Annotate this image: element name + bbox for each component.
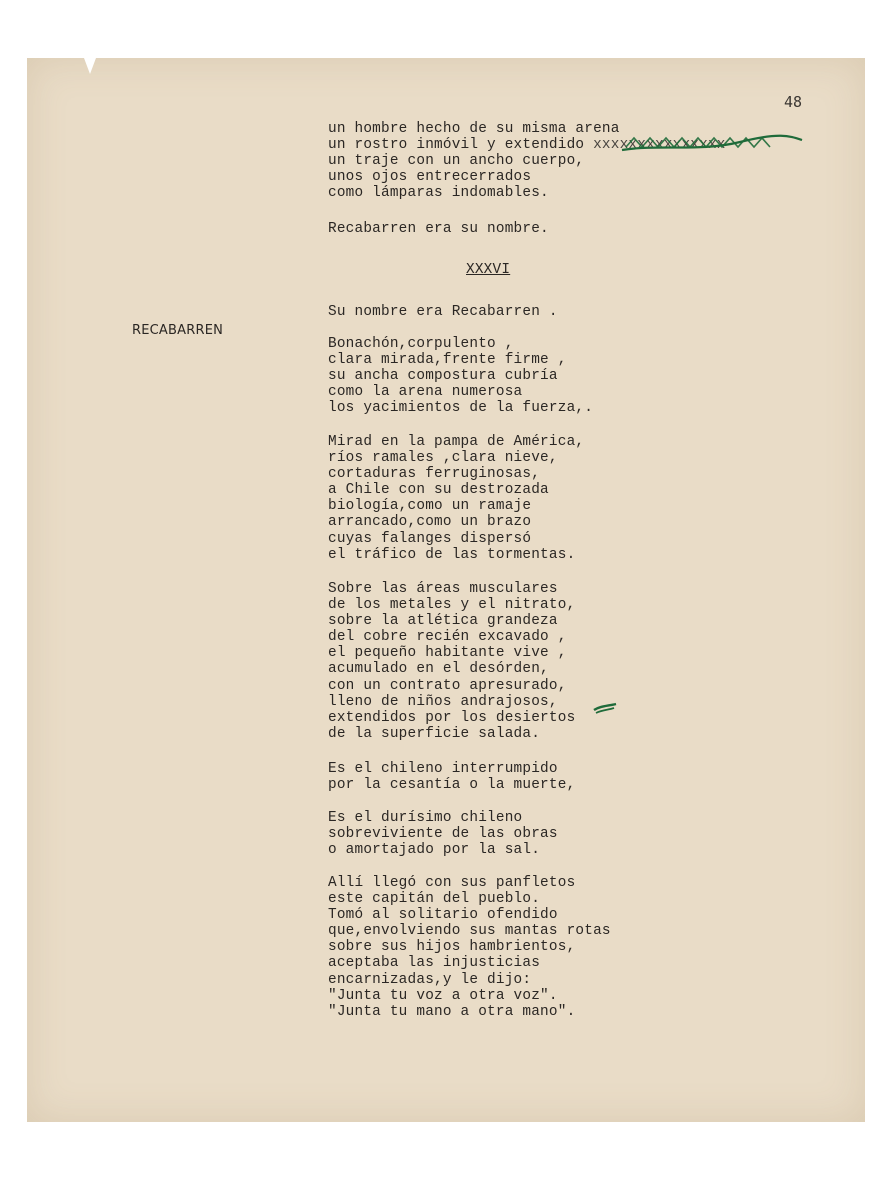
verse-line: Es el chileno interrumpido bbox=[328, 761, 558, 777]
stanza bbox=[328, 761, 575, 793]
verse-line: su ancha compostura cubría bbox=[328, 368, 558, 385]
verse-line: cuyas falanges dispersó bbox=[328, 530, 532, 547]
verse-line: Su nombre era Recabarren . bbox=[328, 304, 558, 320]
verse-line: ríos ramales ,clara nieve, bbox=[328, 450, 558, 467]
verse-line: aceptaba las injusticias bbox=[328, 955, 541, 972]
verse-line: con un contrato apresurado, bbox=[328, 677, 567, 694]
green-strikethrough-mark bbox=[620, 130, 810, 158]
verse-line: Mirad en la pampa de América, bbox=[328, 434, 585, 450]
verse-line: como la arena numerosa bbox=[328, 384, 523, 401]
verse-line: sobre sus hijos hambrientos, bbox=[328, 939, 576, 956]
closing-line-block bbox=[328, 221, 549, 237]
verse-line: sobreviviente de las obras bbox=[328, 826, 558, 843]
page-notch bbox=[84, 58, 96, 74]
verse-line: biología,como un ramaje bbox=[328, 498, 532, 515]
verse-line: Es el durísimo chileno bbox=[328, 810, 523, 826]
verse-line: un rostro inmóvil y extendido xxxxxxxxxxxxxxx bbox=[328, 137, 726, 154]
verse-line: encarnizadas,y le dijo: bbox=[328, 971, 532, 988]
stanza bbox=[328, 434, 584, 563]
verse-line: por la cesantía o la muerte, bbox=[328, 777, 576, 794]
verse-line: de la superficie salada. bbox=[328, 725, 541, 742]
verse-line: acumulado en el desórden, bbox=[328, 661, 549, 678]
verse-line: un hombre hecho de su misma arena bbox=[328, 121, 620, 137]
stanza bbox=[328, 336, 593, 416]
verse-line: "Junta tu mano a otra mano". bbox=[328, 1003, 576, 1020]
verse-line: unos ojos entrecerrados bbox=[328, 169, 532, 186]
page-number: 48 bbox=[784, 93, 803, 111]
verse-line: Recabarren era su nombre. bbox=[328, 221, 549, 237]
verse-line: el tráfico de las tormentas. bbox=[328, 546, 576, 563]
verse-line: que,envolviendo sus mantas rotas bbox=[328, 923, 611, 940]
verse-line: este capitán del pueblo. bbox=[328, 891, 541, 908]
verse-line: Tomó al solitario ofendido bbox=[328, 907, 558, 924]
verse-line: como lámparas indomables. bbox=[328, 185, 549, 202]
verse-line: Bonachón,corpulento , bbox=[328, 336, 514, 352]
stanza bbox=[328, 875, 611, 1020]
section-heading: XXXVI bbox=[466, 262, 511, 278]
verse-line: sobre la atlética grandeza bbox=[328, 613, 558, 630]
margin-note: RECABARREN bbox=[132, 323, 224, 338]
verse-line: de los metales y el nitrato, bbox=[328, 597, 576, 614]
struck-text: xxxxxxxxxxxxxxx bbox=[593, 137, 726, 154]
stanza bbox=[328, 810, 558, 858]
stanza bbox=[328, 304, 558, 320]
verse-line: Allí llegó con sus panfletos bbox=[328, 875, 576, 891]
verse-line: o amortajado por la sal. bbox=[328, 842, 541, 859]
verse-line: Sobre las áreas musculares bbox=[328, 581, 558, 597]
verse-line: cortaduras ferruginosas, bbox=[328, 466, 541, 483]
verse-line: extendidos por los desiertos bbox=[328, 709, 576, 726]
verse-line: clara mirada,frente firme , bbox=[328, 352, 567, 369]
verse-line: a Chile con su destrozada bbox=[328, 482, 549, 499]
stanza bbox=[328, 581, 575, 742]
verse-line: los yacimientos de la fuerza,. bbox=[328, 400, 594, 417]
verse-line: arrancado,como un brazo bbox=[328, 514, 532, 531]
verse-line: el pequeño habitante vive , bbox=[328, 645, 567, 662]
green-correction-mark bbox=[592, 700, 618, 716]
verse-line: un traje con un ancho cuerpo, bbox=[328, 153, 585, 170]
verse-line: del cobre recién excavado , bbox=[328, 629, 567, 646]
verse-line: lleno de niños andrajosos, bbox=[328, 693, 558, 710]
verse-line: "Junta tu voz a otra voz". bbox=[328, 987, 558, 1004]
